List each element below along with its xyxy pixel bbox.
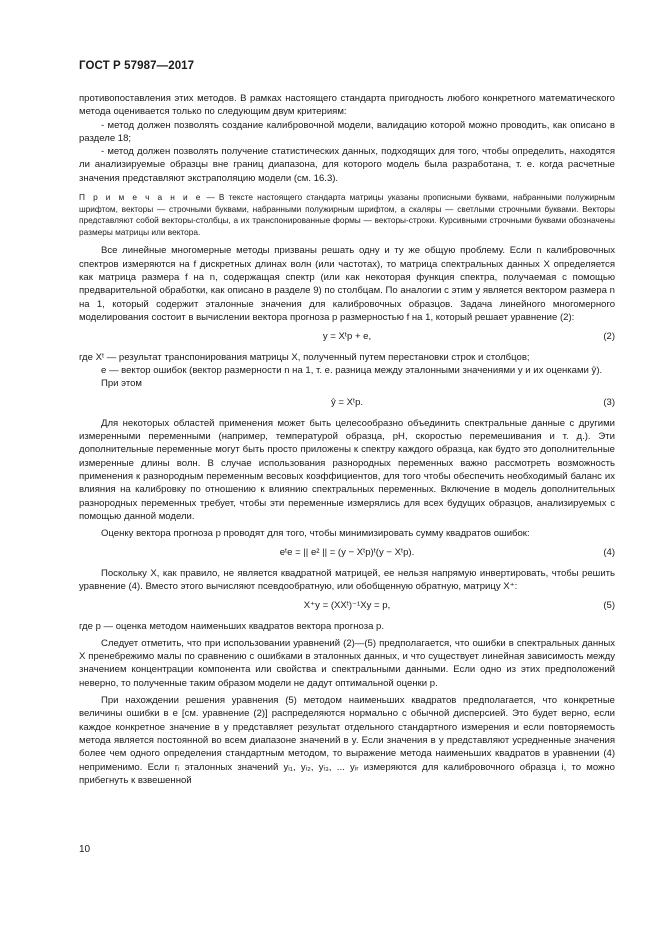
equation-2 <box>79 330 615 343</box>
note <box>79 192 615 238</box>
paragraph: Все линейные многомерные методы призваны решать одну и ту же общую проблему. Если n калибровочных спектров измеряются на f дискретных длинах волн (или частотах), то матрица спектральных данных X определяется как матрица размера f на n, содержащая спектр (или как некоторая функция спектра, получаемая с помощью предварительной обработки, как описано в разделе 9) по столбцам. По аналогии с этим y является вектором размера n на 1, который содержит эталонные значения для калибровочных образцов. Задача линейного многомерного моделирования состоит в вычислении вектора прогноза p размерностью f на 1, который решает уравнение (2): <box>79 245 615 323</box>
equation-formula: ŷ = Xᵗp. <box>330 397 364 409</box>
paragraph: противопоставления этих методов. В рамках настоящего стандарта пригодность любого конкретного математического метода оценивается только по следующим двум критериям: <box>79 93 615 118</box>
paragraph: Поскольку X, как правило, не является квадратной матрицей, ее нельзя напрямую инвертировать, чтобы решить уравнение (4). Вместо этого вычисляют псевдообратную, или обобщенную обратную, матрицу X⁺: <box>79 567 615 592</box>
note-text: — В тексте настоящего стандарта матрицы указаны прописными буквами, набранными полужирным шрифтом, векторы — строчными буквами, набранными полужирным шрифтом, а скаляры — светлыми строчными буквами. Векторы представляют собой векторы-столбцы, а их транспонированные формы — векторы-строки. Курсивными строчными буквами обозначены размеры матрицы или вектора. <box>79 192 615 237</box>
criterion-item: - метод должен позволять получение статистических данных, подходящих для того, чтобы определить, находятся ли анализируемые образцы вне границ диапазона, для которого модель была разработана, т. е. когда расчетные значения представляют экстраполяцию модели (см. 16.3). <box>79 146 615 184</box>
equation-number: (5) <box>603 600 615 612</box>
equation-number: (4) <box>603 547 615 559</box>
paragraph: При этом <box>101 378 142 390</box>
equation-formula: y = Xᵗp + e, <box>322 331 372 343</box>
equation-formula: eᵗe = || e² || = (y − Xᵗp)ᵗ(y − Xᵗp). <box>279 547 415 559</box>
note-label: П р и м е ч а н и е <box>79 192 203 203</box>
criterion-item: - метод должен позволять создание калибровочной модели, валидацию которой можно проводить, как описано в разделе 18; <box>79 119 615 144</box>
paragraph: При нахождении решения уравнения (5) методом наименьших квадратов предполагается, что конкретные величины ошибки в e [см. уравнение (2)] распределяются нормально с обычной дисперсией. Это будет верно, если каждое конкретное значение в y представляет результат отдельного стандартного измерения и если повторяемость метода является постоянной во всем диапазоне значений в y. Если значения в y представляют усредненные значения более чем одного определения стандартным методом, то выражение метода наименьших квадратов в уравнении (4) неприменимо. Если rᵢ эталонных значений yᵢ₁, yᵢ₂, yᵢ₃, ... yᵢᵣ измеряются для калибровочного образца i, то можно прибегнуть к взвешенной <box>79 695 615 786</box>
paragraph: Оценку вектора прогноза p проводят для того, чтобы минимизировать сумму квадратов ошибок: <box>101 528 530 540</box>
equation-5 <box>79 599 615 612</box>
equation-formula: X⁺y = (XXᵗ)⁻¹Xy = p, <box>303 600 391 612</box>
paragraph: Для некоторых областей применения может быть целесообразно объединить спектральные данные с другими измеренными переменными (например, температурой образца, pH, скоростью перемешивания и т. д.). Эти дополнительные переменные могут быть просто приложены к спектру каждого образца, как будто это дополнительные измеренные длины волн. В случае использования разнородных переменных важно рассмотреть возможность применения к разнородным переменным весовых коэффициентов, для того чтобы обеспечить необходимый баланс их влияния на калибровку по отношению к влиянию спектральных переменных. Включение в модель дополнительных разнородных переменных требует, чтобы эти переменные измерялись для всех будущих образцов, анализируемых с помощью данной модели. <box>79 417 615 522</box>
paragraph: Следует отметить, что при использовании уравнений (2)—(5) предполагается, что ошибки в спектральных данных X пренебрежимо малы по сравнению с ошибками в эталонных данных, и что существует линейная зависимость между значением концентрации компонента или свойства и спектральными данными. Если одно из этих предположений неверно, то полученные таким образом модели не дадут оптимальной оценки p. <box>79 637 615 689</box>
equation-3 <box>79 396 615 409</box>
page-number: 10 <box>79 844 91 855</box>
equation-number: (2) <box>603 331 615 343</box>
standard-header: ГОСТ Р 57987—2017 <box>79 60 195 72</box>
definition-item: где p — оценка методом наименьших квадратов вектора прогноза p. <box>79 620 384 632</box>
equation-4 <box>79 546 615 559</box>
definition-item: где Xᵗ — результат транспонирования матрицы X, полученный путем перестановки строк и столбцов; <box>79 351 530 363</box>
equation-number: (3) <box>603 397 615 409</box>
page-body <box>79 92 615 787</box>
definition-item: e — вектор ошибок (вектор размерности n на 1, т. е. разница между эталонными значениями y и их оценками ŷ). <box>101 364 603 376</box>
